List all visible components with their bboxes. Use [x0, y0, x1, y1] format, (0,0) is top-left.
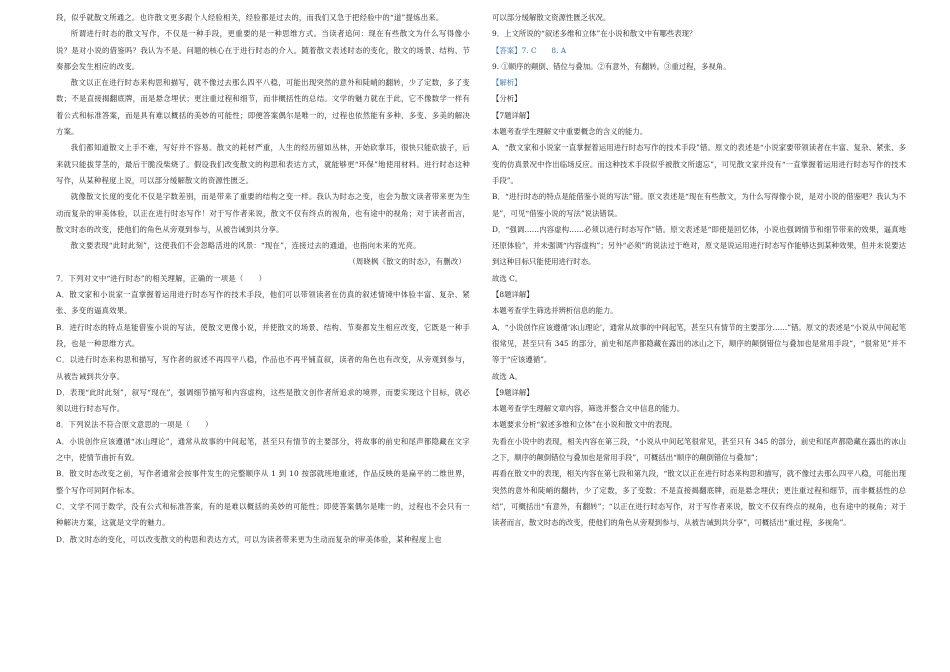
right-paragraph: A．“小说创作应该遵循‘冰山理论’，通常从故事的中间起笔，甚至只有情节的主要部分……”错。原文的表述是“小说从中间起笔很常见，甚至只有 345 的部分，前史和尾声都隐藏在露出的冰山之下，顺序的颠倒错位与叠加也是常用手段”，“很常见”并不等于“应该遵循”。 — [492, 322, 906, 365]
right-paragraph: 9．上文所说的“叙述多维和立体”在小说和散文中有哪些表现？ — [492, 29, 697, 39]
right-paragraph: 【分析】 — [492, 94, 522, 104]
right-paragraph: B．“进行时态的特点是能借鉴小说的写法”错。原文表述是“现在有些散文，为什么写得像小说，是对小说的借鉴吧？我认为不是”，可见“借鉴小说的写法”说法错误。 — [492, 192, 906, 218]
right-column — [492, 10, 906, 532]
left-paragraph: 段，似乎就散文所通之。也许散文更多跟个人经验相关，经验都是过去的，而我们又急于把经验中的“道”提炼出来。 — [56, 13, 444, 22]
right-paragraph: 本题要求分析“叙述多维和立体”在小说和散文中的表现。 — [492, 420, 677, 430]
right-paragraph: 【答案】7. C 8. A — [492, 45, 567, 55]
right-paragraph: 本题考查学生理解文章内容，筛选并整合文中信息的能力。 — [492, 404, 685, 414]
right-paragraph: 故选 C。 — [492, 273, 523, 283]
left-paragraph: D．表现“此时此刻”，叙写“现在”，强调细节描写和内容虚构，这些是散文创作者所追求的境界，而要实现这个目标，就必须以进行时态写作。 — [56, 387, 470, 414]
left-paragraph: B．进行时态的特点是能借鉴小说的写法，使散文更像小说，并使散文的场景、结构、节奏都发生相应改变，它既是一种手段，也是一种思维方式。 — [56, 322, 470, 348]
right-paragraph: 【解析】 — [492, 78, 522, 88]
left-paragraph: 就像散文长度的变化不仅是字数差别，而是带来了重要的结构之变一样。我认为时态之变，也会为散文读者带来更为生动而复杂的审美体验，以正在进行时态写作！对于写作者来说，散文不仅有终点的视角，也有途中的视角；对于读者而言，散文时态的改变，使他们的角色从旁观到参与，从被告诫到共分享。 — [56, 192, 470, 234]
right-paragraph: 可以部分缓解散文资源性匮乏状况。 — [492, 13, 611, 22]
left-paragraph: D．散文时态的变化，可以改变散文的构思和表达方式，可以为读者带来更为生动而复杂的审美体验，某种程度上也 — [56, 534, 442, 544]
left-paragraph: A．小说创作应该遵循“冰山理论”，通常从故事的中间起笔，甚至只有情节的主要部分，将故事的前史和尾声都隐藏在文字之中，使情节曲折有致。 — [56, 436, 470, 463]
left-paragraph: 所谓进行时态的散文写作，不仅是一种手段，更重要的是一种思维方式。当读者追问：现在有些散文为什么写得像小说？是对小说的借鉴吗？我认为不是。问题的核心在于进行时态的介入。随着散文表述时态的变化，散文的场景、结构、节奏都会发生相应的改变。 — [56, 29, 470, 71]
right-paragraph: 故选 A。 — [492, 371, 522, 381]
left-paragraph: C．文学不同于数学，没有公式和标准答案，有的是难以概括的美妙的可能性；即使答案偶尔是唯一的，过程也不会只有一种解决方案，这就是文学的魅力。 — [56, 501, 470, 528]
left-paragraph: 我们都知道散文上手不难，写好并不容易。散文的耗材严重，人生的经历留如丛林，开始砍掌耳，很快只能砍拔子，后来就只能拔芽茎的，最后干脆没柴烧了。假设我们改变散文的构思和表达方式，就能够更“环保”地使用材料。进行时态这种写作，从某种程度上说，可以部分缓解散文的资源性匮乏。 — [56, 143, 470, 185]
right-paragraph: 【7题详解】 — [492, 110, 534, 120]
right-paragraph: 【9题详解】 — [492, 387, 534, 397]
right-paragraph: 再看在散文中的表现，相关内容在第七段和第九段，“散文以正在进行时态来构思和描写，就不像过去那么四平八稳，可能出现突然的意外和陡峭的翻转，少了定数，多了变数；不是直接揭翻底牌，而是悬念埋伏；更注重过程和细节，而非概括性的总结”，可概括出“有意外，有翻转”；“以正在进行时态写作，对于写作者来说，散文不仅有终点的视角，也有途中的视角；对于读者而言，散文时态的改变，使他们的角色从旁观到参与，从被告诫到共分享”，可概括出“重过程，多视角”。 — [492, 469, 906, 528]
left-paragraph: 8．下列说法不符合原文意思的一项是（ ） — [56, 420, 213, 430]
right-paragraph: A．“散文家和小说家一直掌握着运用进行时态写作的技术手段”错。原文的表述是“小说家要带领读者在丰富、复杂、紧张、多变的仿真景况中作出临场反应。而这种技术手段似乎被散文所遗忘”，可见散文家并没有“一直掌握着运用进行时态写作的技术手段”。 — [492, 143, 906, 185]
right-paragraph: 【8题详解】 — [492, 290, 534, 300]
right-paragraph: 本题考查学生筛选并辨析信息的能力。 — [492, 306, 618, 316]
left-paragraph: C．以进行时态来构思和描写，写作者的叙述不再四平八稳，作品也不再平铺直叙，读者的角色也有改变，从旁观到参与，从被告诫到共分享。 — [56, 355, 470, 381]
left-paragraph: 散文以正在进行时态来构思和描写，就不像过去那么四平八稳，可能出现突然的意外和陡峭的翻转，少了定数，多了变数；不是直接揭翻底牌，而是悬念埋伏；更注重过程和细节，而非概括性的总结。文学的魅力就在于此，它不像数学一样有着公式和标准答案，而是具有难以概括的美妙的可能性；即便答案偶尔是唯一的，过程也依然能有多种、多变、多美的解决方案。 — [56, 78, 470, 137]
left-paragraph: A．散文家和小说家一直掌握着运用进行时态写作的技术手段，他们可以带领读者在仿真的叙述情境中体验丰富、复杂、紧张、多变的逼真效果。 — [56, 290, 470, 316]
right-paragraph: 本题考查学生理解文中重要概念的含义的能力。 — [492, 127, 648, 137]
left-paragraph: 散文要表现“此时此刻”，这使我们不会忽略活进的风景：“现在”，连接过去的通道，也指向未来的光亮。 — [70, 241, 421, 251]
right-paragraph: 9. ①顺序的颠倒、错位与叠加。②有意外，有翻转。③重过程，多视角。 — [492, 61, 731, 71]
left-paragraph: B．散文时态改变之前，写作者通常会按事件发生的完整顺序从 1 到 10 按部就班地重述，作品反映的是扁平的二维世界，整个写作可同阿作标本。 — [56, 469, 470, 495]
left-paragraph: （周晓枫《散文的时态》，有删改） — [348, 257, 466, 267]
left-paragraph: 7．下列对文中“进行时态”的相关理解，正确的一项是（ ） — [56, 273, 267, 283]
left-column — [56, 10, 470, 548]
right-paragraph: 先看在小说中的表现，相关内容在第三段，“小说从中间起笔很常见，甚至只有 345 的部分，前史和尾声都隐藏在露出的冰山之下，顺序的颠倒错位与叠加也是常用手段”，可概括出“顺序的颠倒错位与叠加”； — [492, 436, 906, 463]
right-paragraph: D．“强调……内容虚构……必须以进行时态写作”错。原文表述是“即使是回忆体，小说也强调情节和细节带来的效果，逼真地还原体验”，并未强调“内容虚构”；另外“必须”的说法过于绝对，原文是说运用进行时态写作能够达到某种效果，但并未说要达到这种目标只能使用进行时态。 — [492, 224, 906, 267]
